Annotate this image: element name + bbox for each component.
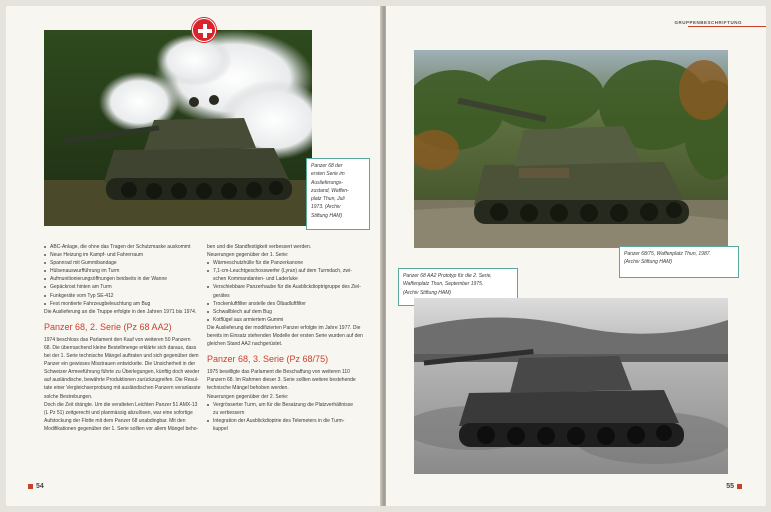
caption-line: zustand, Waffen-: [311, 187, 349, 194]
text-line: solche Bestrebungen.: [44, 393, 93, 400]
page-number-right: [726, 483, 742, 490]
list-item: Integration der Ausblickdioptrie des Telemeters in die Turm- kuppel: [207, 417, 369, 433]
text-line: 1974 beschloss das Parlament den Kauf von weiteren 50 Panzern: [44, 336, 191, 343]
list-item: Funkgeräte vom Typ SE-412: [44, 292, 202, 300]
caption-line: platz Thun, Juli: [311, 196, 345, 203]
text-line: Die Auslieferung der modifizierten Panzer erfolgte im Jahre 1977. Die: [207, 324, 361, 331]
list-item: Vergrösserter Turm, um für die Besatzung die Platzverhältnisse zu verbessern: [207, 401, 369, 417]
text-column-left: [44, 243, 202, 433]
text-line: 1975 bewilligte das Parlament die Beschaffung von weiteren 110: [207, 369, 350, 376]
list-item: Schwallblech auf dem Bug: [207, 308, 369, 316]
caption-line: Waffenplatz Thun, September 1975.: [403, 281, 484, 288]
text-line: Modifikationen gegenüber der 1. Serie sollten vor allem Mängel beho-: [44, 425, 199, 432]
text-line: Panzer ein gewisses Misstrauen entwickelte. Die Unsicherheit in der: [44, 361, 196, 368]
caption-line: (Archiv Stiftung HAM): [624, 259, 673, 266]
feature-list-second-series: [207, 259, 369, 324]
text-line: Doch die Zeit drängte. Um die veralteten Leichten Panzer 51 AMX-13: [44, 401, 198, 408]
right-page: [386, 6, 766, 506]
header-rule: [688, 26, 766, 27]
feature-list-first-series: [44, 243, 202, 308]
list-item: Wärmeschutzhülle für die Panzerkanone: [207, 259, 369, 267]
list-item: Gepäckrost hinten am Turm: [44, 283, 202, 291]
page-number-text: 55: [726, 483, 734, 490]
left-page: [6, 6, 382, 506]
page-marker-icon: [28, 484, 33, 489]
photo-panzer-68-first-series: [44, 30, 312, 226]
text-line: Panzern 68. Im Rahmen dieser 3. Serie sollten weitere bestehende: [207, 377, 356, 384]
text-line: (L Pz 51) zeitgerecht und planmässig abzulösen, war eine sofortige: [44, 409, 193, 416]
tank-photo-bw: [414, 298, 728, 474]
swiss-flag-icon: [192, 18, 216, 42]
list-item: Neue Heizung im Kampf- und Fahrerraum: [44, 251, 202, 259]
tank-photo-smoke: [44, 30, 312, 226]
text-line: bereits im Einsatz stehenden Modelle der ersten Serie wurden auf den: [207, 333, 363, 340]
list-item: Trockenluftfilter anstelle des Ölbadluftfilter: [207, 300, 369, 308]
text-line: tate einer Vergleichserprobung mit ausländischen Panzern veranlasste: [44, 385, 201, 392]
photo-panzer-68-75: [414, 50, 728, 248]
list-item: Hülsenauswurfführung im Turm: [44, 267, 202, 275]
list-item: Fest montierte Fahrzeugbeleuchtung am Bug: [44, 300, 202, 308]
text-line: bei der 1. Serie technische Mängel auftraten und sich gegenüber dem: [44, 353, 199, 360]
text-line: gleichen Stand AA2 nachgerüstet.: [207, 341, 283, 348]
text-column-right: [207, 243, 369, 433]
running-head: GRUPPENBESCHRIFTUNG: [674, 20, 742, 25]
photo-panzer-68-aa2-prototype: [414, 298, 728, 474]
text-line: Schweizer Armeeführung führte zu Überlegungen, künftig doch wieder: [44, 369, 200, 376]
caption-line: Panzer 68 der: [311, 163, 343, 169]
caption-line: ersten Serie im: [311, 171, 345, 178]
section-heading-second-series: Panzer 68, 2. Serie (Pz 68 AA2): [44, 321, 172, 332]
caption-line: 1973. (Archiv: [311, 204, 341, 211]
caption-photo-68-75: [619, 246, 739, 278]
list-item: Aufmunitionierungsöffnungen beidseits in der Wanne: [44, 275, 202, 283]
page-marker-icon: [737, 484, 742, 489]
text-line: technische Mängel behoben werden.: [207, 385, 289, 392]
text-line: ben und die Standfestigkeit verbessert werden.: [207, 244, 312, 250]
caption-line: Auslieferungs-: [311, 179, 343, 186]
caption-line: Panzer 68/75, Waffenplatz Thun, 1987.: [624, 251, 711, 257]
page-number-text: 54: [36, 483, 44, 490]
caption-line: Panzer 68 AA2 Prototyp für die 2. Serie,: [403, 273, 492, 279]
text-line: 68. Die überraschend kleine Bestellmenge erklärte sich daraus, dass: [44, 344, 197, 351]
text-line: auf ausländische, bewährte Produktionen zurückzugreifen. Die Resul-: [44, 377, 199, 384]
caption-photo-first-series: [306, 158, 370, 230]
list-item: 7,1-cm-Leuchtgeschosswerfer (Lyran) auf dem Turmdach, zwi- schen Kommandanten- und Laderluke: [207, 267, 369, 283]
tank-photo-forest: [414, 50, 728, 248]
list-item: Kotflügel aus armiertem Gummi: [207, 316, 369, 324]
list-item: Spannrad mit Gummibandage: [44, 259, 202, 267]
text-line: Neuerungen gegenüber der 2. Serie:: [207, 393, 289, 400]
section-heading-third-series: Panzer 68, 3. Serie (Pz 68/75): [207, 354, 329, 365]
caption-line: (Archiv Stiftung HAM): [403, 289, 452, 296]
text-line: Neuerungen gegenüber der 1. Serie:: [207, 252, 289, 259]
text-line: Aufstockung der Flotte mit dem Panzer 68 unabdingbar. Mit den: [44, 417, 186, 424]
paragraph: Die Auslieferung an die Truppe erfolgte in den Jahren 1971 bis 1974.: [44, 308, 197, 315]
list-item: Verschiebbare Panzerhaube für die Ausblickdioptrigruppe des Ziel- gerätes: [207, 283, 369, 299]
page-number-left: [28, 483, 44, 490]
feature-list-third-series: [207, 401, 369, 433]
section-body-second-series: [44, 336, 202, 433]
caption-line: Stiftung HAM): [311, 212, 343, 219]
list-item: ABC-Anlage, die ohne das Tragen der Schutzmaske auskommt: [44, 243, 202, 251]
